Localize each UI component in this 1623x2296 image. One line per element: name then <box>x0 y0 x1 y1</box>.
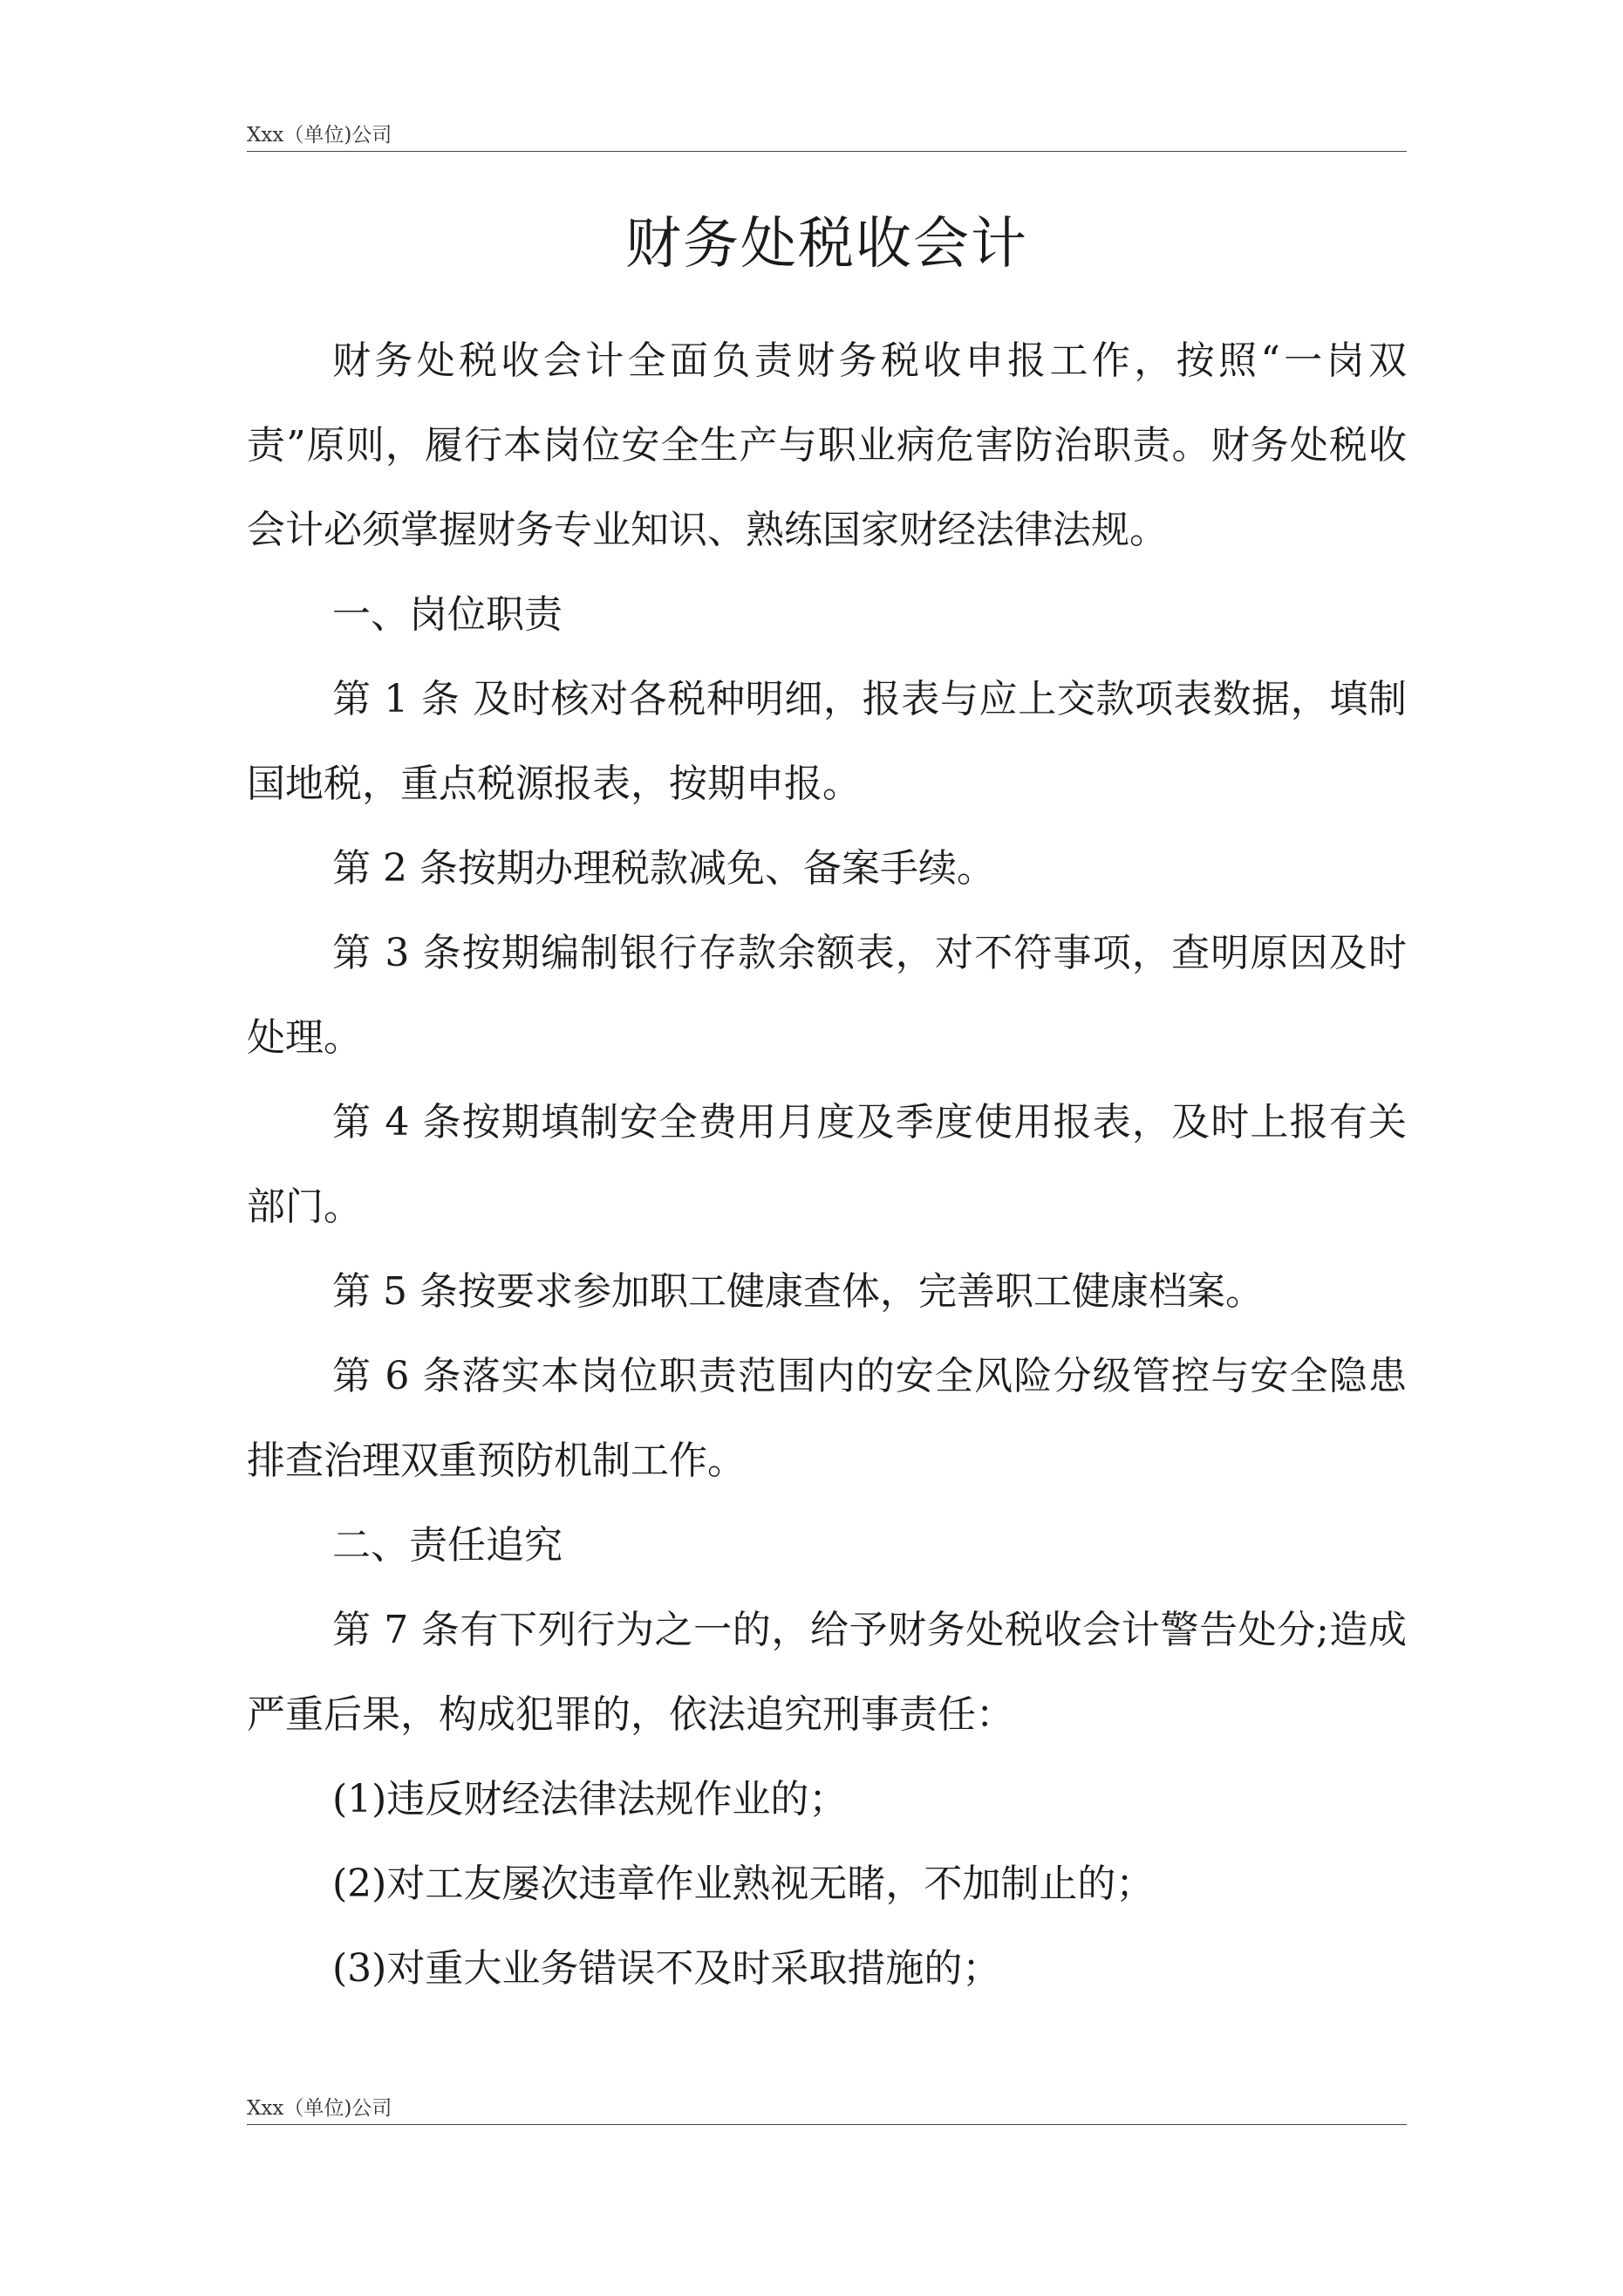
article-7: 第 7 条有下列行为之一的，给予财务处税收会计警告处分;造成严重后果，构成犯罪的，依法追究刑事责任： <box>247 1608 1407 1737</box>
article-1: 第 1 条 及时核对各税种明细，报表与应上交款项表数据，填制国地税，重点税源报表，按期申报。 <box>247 677 1407 806</box>
page-header: Xxx（单位)公司 <box>247 124 392 147</box>
header-divider <box>247 151 1407 152</box>
document-body <box>247 318 1407 2011</box>
document-title: 财务处税收会计 <box>625 212 1028 277</box>
article-2: 第 2 条按期办理税款减免、备案手续。 <box>332 846 995 891</box>
footer-divider <box>247 2124 1407 2125</box>
list-item-1: (1)违反财经法律法规作业的； <box>332 1777 848 1821</box>
section-heading-accountability: 二、责任追究 <box>332 1523 563 1568</box>
list-item-3: (3)对重大业务错误不及时采取措施的； <box>332 1946 1001 1991</box>
list-item-2: (2)对工友屡次违章作业熟视无睹，不加制止的； <box>332 1862 1155 1906</box>
article-5: 第 5 条按要求参加职工健康查体，完善职工健康档案。 <box>332 1269 1264 1314</box>
article-3: 第 3 条按期编制银行存款余额表，对不符事项，查明原因及时处理。 <box>247 931 1407 1060</box>
page-footer: Xxx（单位)公司 <box>247 2097 392 2120</box>
section-heading-duties: 一、岗位职责 <box>332 592 563 637</box>
intro-paragraph: 财务处税收会计全面负责财务税收申报工作，按照“一岗双责”原则，履行本岗位安全生产与职业病危害防治职责。财务处税收会计必须掌握财务专业知识、熟练国家财经法律法规。 <box>247 338 1407 552</box>
article-4: 第 4 条按期填制安全费用月度及季度使用报表，及时上报有关部门。 <box>247 1100 1407 1229</box>
article-6: 第 6 条落实本岗位职责范围内的安全风险分级管控与安全隐患排查治理双重预防机制工作。 <box>247 1354 1407 1483</box>
